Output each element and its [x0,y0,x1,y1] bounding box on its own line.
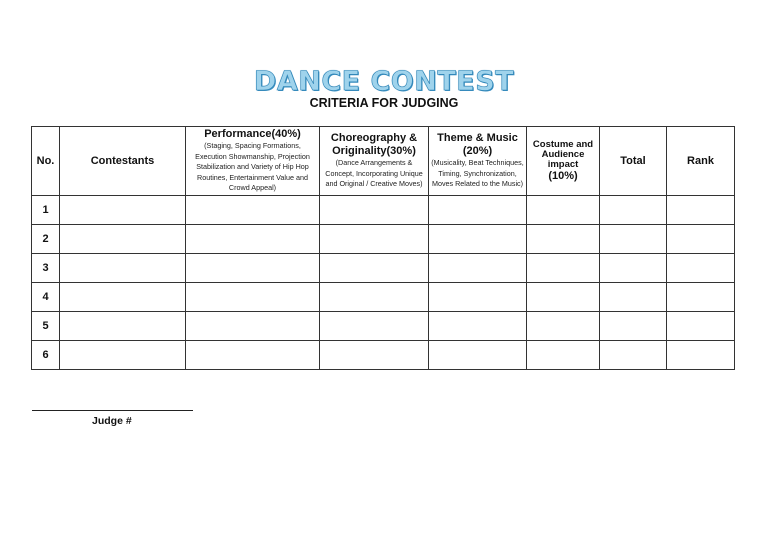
judge-label: Judge # [92,415,132,427]
choreography-score-cell[interactable] [320,312,429,341]
column-header-rank: Rank [667,127,735,196]
total-cell[interactable] [600,225,667,254]
theme-score-cell[interactable] [429,312,527,341]
choreography-title-line2: Originality(30%) [332,145,416,158]
total-cell[interactable] [600,254,667,283]
row-number: 4 [32,283,60,312]
column-header-total: Total [600,127,667,196]
choreography-score-cell[interactable] [320,283,429,312]
performance-score-cell[interactable] [186,341,320,370]
table-row [32,312,735,341]
theme-score-cell[interactable] [429,196,527,225]
column-header-costume [527,127,600,196]
scoring-table [31,126,735,370]
page-title: DANCE CONTEST [253,66,515,97]
choreography-score-cell[interactable] [320,196,429,225]
performance-title: Performance(40%) [204,128,301,141]
table-row [32,283,735,312]
row-number: 1 [32,196,60,225]
costume-score-cell[interactable] [527,312,600,341]
costume-score-cell[interactable] [527,225,600,254]
total-cell[interactable] [600,283,667,312]
table-row [32,341,735,370]
rank-cell[interactable] [667,254,735,283]
choreography-description: (Dance Arrangements & Concept, Incorporating Unique and Original / Creative Moves) [325,158,423,189]
row-number: 6 [32,341,60,370]
costume-score-cell[interactable] [527,283,600,312]
costume-percent: (10%) [548,169,578,182]
column-header-theme [429,127,527,196]
table-row [32,225,735,254]
costume-title: Costume and Audience impact [532,138,594,170]
contestant-cell[interactable] [60,312,186,341]
table-row [32,196,735,225]
performance-score-cell[interactable] [186,312,320,341]
performance-score-cell[interactable] [186,283,320,312]
rank-cell[interactable] [667,196,735,225]
rank-cell[interactable] [667,225,735,254]
performance-score-cell[interactable] [186,196,320,225]
table-header-row [32,127,735,196]
row-number: 5 [32,312,60,341]
column-header-contestants: Contestants [60,127,186,196]
contestant-cell[interactable] [60,341,186,370]
judge-signature-line[interactable] [32,410,193,411]
theme-score-cell[interactable] [429,341,527,370]
total-cell[interactable] [600,341,667,370]
theme-description: (Musicality, Beat Techniques, Timing, Synchronization, Moves Related to the Music) [431,158,524,189]
costume-score-cell[interactable] [527,196,600,225]
theme-title-line2: (20%) [462,145,493,158]
contestant-cell[interactable] [60,225,186,254]
page-subtitle: CRITERIA FOR JUDGING [309,96,459,110]
rank-cell[interactable] [667,341,735,370]
contestant-cell[interactable] [60,254,186,283]
rank-cell[interactable] [667,283,735,312]
theme-score-cell[interactable] [429,225,527,254]
costume-score-cell[interactable] [527,254,600,283]
choreography-score-cell[interactable] [320,254,429,283]
total-cell[interactable] [600,196,667,225]
rank-cell[interactable] [667,312,735,341]
costume-score-cell[interactable] [527,341,600,370]
total-cell[interactable] [600,312,667,341]
choreography-title-line1: Choreography & [330,132,418,145]
row-number: 2 [32,225,60,254]
table-row [32,254,735,283]
theme-score-cell[interactable] [429,283,527,312]
performance-description: (Staging, Spacing Formations, Execution Showmanship, Projection Stabilization and Variety of Hip Hop Routines, Entertainment Value and Crowd Appeal) [195,141,310,193]
theme-title-line1: Theme & Music [437,132,518,145]
column-header-performance [186,127,320,196]
contestant-cell[interactable] [60,196,186,225]
performance-score-cell[interactable] [186,254,320,283]
choreography-score-cell[interactable] [320,341,429,370]
theme-score-cell[interactable] [429,254,527,283]
column-header-no: No. [32,127,60,196]
performance-score-cell[interactable] [186,225,320,254]
column-header-choreography [320,127,429,196]
choreography-score-cell[interactable] [320,225,429,254]
row-number: 3 [32,254,60,283]
contestant-cell[interactable] [60,283,186,312]
